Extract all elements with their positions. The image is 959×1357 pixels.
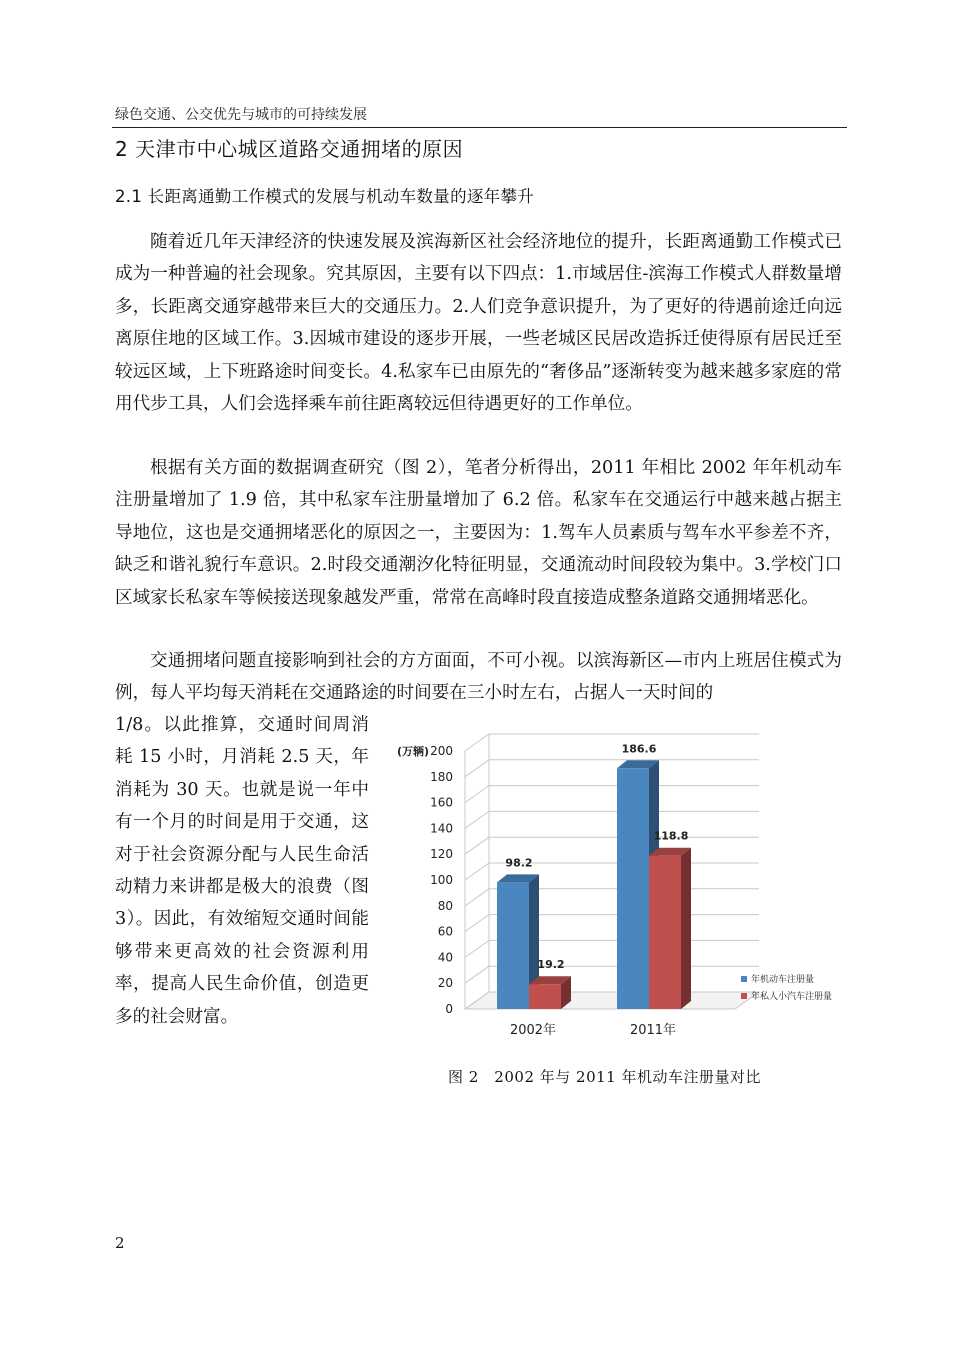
x-tick-label: 2002年	[509, 1023, 557, 1038]
bar	[617, 768, 649, 1009]
paragraph-3-wrapped: 1/8。以此推算，交通时间周消耗 15 小时，月消耗 2.5 天，年消耗为 30 天。也就是说一年中有一个月的时间是用于交通，这对于社会资源分配与人民生命活动精力来讲都是极大的浪费（图 3）。因此，有效缩短交通时间能够带来更高效的社会资源利用率，提高人民生命价值，创造更多的社会财富。	[115, 715, 369, 1027]
gridline-side	[465, 811, 489, 828]
paragraph-2: 根据有关方面的数据调查研究（图 2），笔者分析得出，2011 年相比 2002 年年机动车注册量增加了 1.9 倍，其中私家车注册量增加了 6.2 倍。私家车在交通运行中越来越占据主导地位，这也是交通拥堵恶化的原因之一，主要因为：1.驾车人员素质与驾车水平参差不齐，缺乏和谐礼貌行车意识。2.时段交通潮汐化特征明显，交通流动时间段较为集中。3.学校门口区域家长私家车等候接送现象越发严重，常常在高峰时段直接造成整条道路交通拥堵恶化。	[115, 458, 842, 608]
gridline-side	[465, 915, 489, 932]
figure-caption: 图 2 2002 年与 2011 年机动车注册量对比	[448, 1068, 761, 1086]
gridline-side	[465, 863, 489, 880]
gridline-side	[465, 734, 489, 751]
y-tick-label: 140	[430, 821, 453, 836]
legend-label: 年机动车注册量	[751, 975, 815, 985]
bar-value-label: 118.8	[653, 829, 689, 843]
gridline-side	[465, 966, 489, 983]
y-tick-label: 200	[430, 744, 453, 758]
y-tick-label: 180	[430, 769, 453, 784]
bar-value-label: 98.2	[505, 856, 533, 870]
legend-swatch	[741, 976, 747, 982]
gridline-side	[465, 889, 489, 906]
y-tick-label: 160	[430, 795, 453, 810]
registration-bar-chart	[385, 722, 845, 1052]
y-tick-label: 80	[437, 898, 453, 913]
y-tick-label: 0	[445, 1002, 453, 1016]
gridline-side	[465, 760, 489, 777]
y-tick-label: 120	[430, 847, 453, 862]
y-tick-label: 60	[437, 924, 453, 939]
bar-value-label: 186.6	[621, 742, 657, 756]
y-tick-label: 40	[437, 950, 453, 965]
y-axis-unit: (万辆)	[397, 745, 430, 758]
section-title: 2 天津市中心城区道路交通拥堵的原因	[115, 137, 464, 161]
bar	[497, 882, 529, 1009]
gridline-side	[465, 940, 489, 957]
gridline-side	[465, 786, 489, 803]
x-tick-label: 2011年	[629, 1023, 677, 1038]
bar	[649, 856, 681, 1009]
legend-label: 年私人小汽车注册量	[751, 992, 833, 1002]
gridline-side	[465, 837, 489, 854]
y-tick-label: 100	[430, 873, 453, 887]
bar-value-label: 19.2	[537, 958, 565, 972]
legend-swatch	[741, 993, 747, 999]
page-number: 2	[115, 1234, 125, 1252]
y-tick-label: 20	[437, 976, 453, 991]
paragraph-3: 交通拥堵问题直接影响到社会的方方面面，不可小视。以滨海新区—市内上班居住模式为例，每人平均每天消耗在交通路途的时间要在三小时左右，占据人一天时间的	[115, 651, 842, 704]
header-rule	[112, 127, 847, 128]
bar	[529, 984, 561, 1009]
paragraph-1: 随着近几年天津经济的快速发展及滨海新区社会经济地位的提升，长距离通勤工作模式已成为一种普遍的社会现象。究其原因，主要有以下四点：1.市域居住-滨海工作模式人群数量增多，长距离交通穿越带来巨大的交通压力。2.人们竞争意识提升，为了更好的待遇前途迁向远离原住地的区域工作。3.因城市建设的逐步开展，一些老城区民居改造拆迁使得原有居民迁至较远区域，上下班路途时间变长。4.私家车已由原先的“奢侈品”逐渐转变为越来越多家庭的常用代步工具，人们会选择乘车前往距离较远但待遇更好的工作单位。	[115, 232, 842, 415]
bar-side	[681, 848, 691, 1009]
subsection-title: 2.1 长距离通勤工作模式的发展与机动车数量的逐年攀升	[115, 187, 535, 206]
running-header: 绿色交通、公交优先与城市的可持续发展	[115, 107, 367, 123]
